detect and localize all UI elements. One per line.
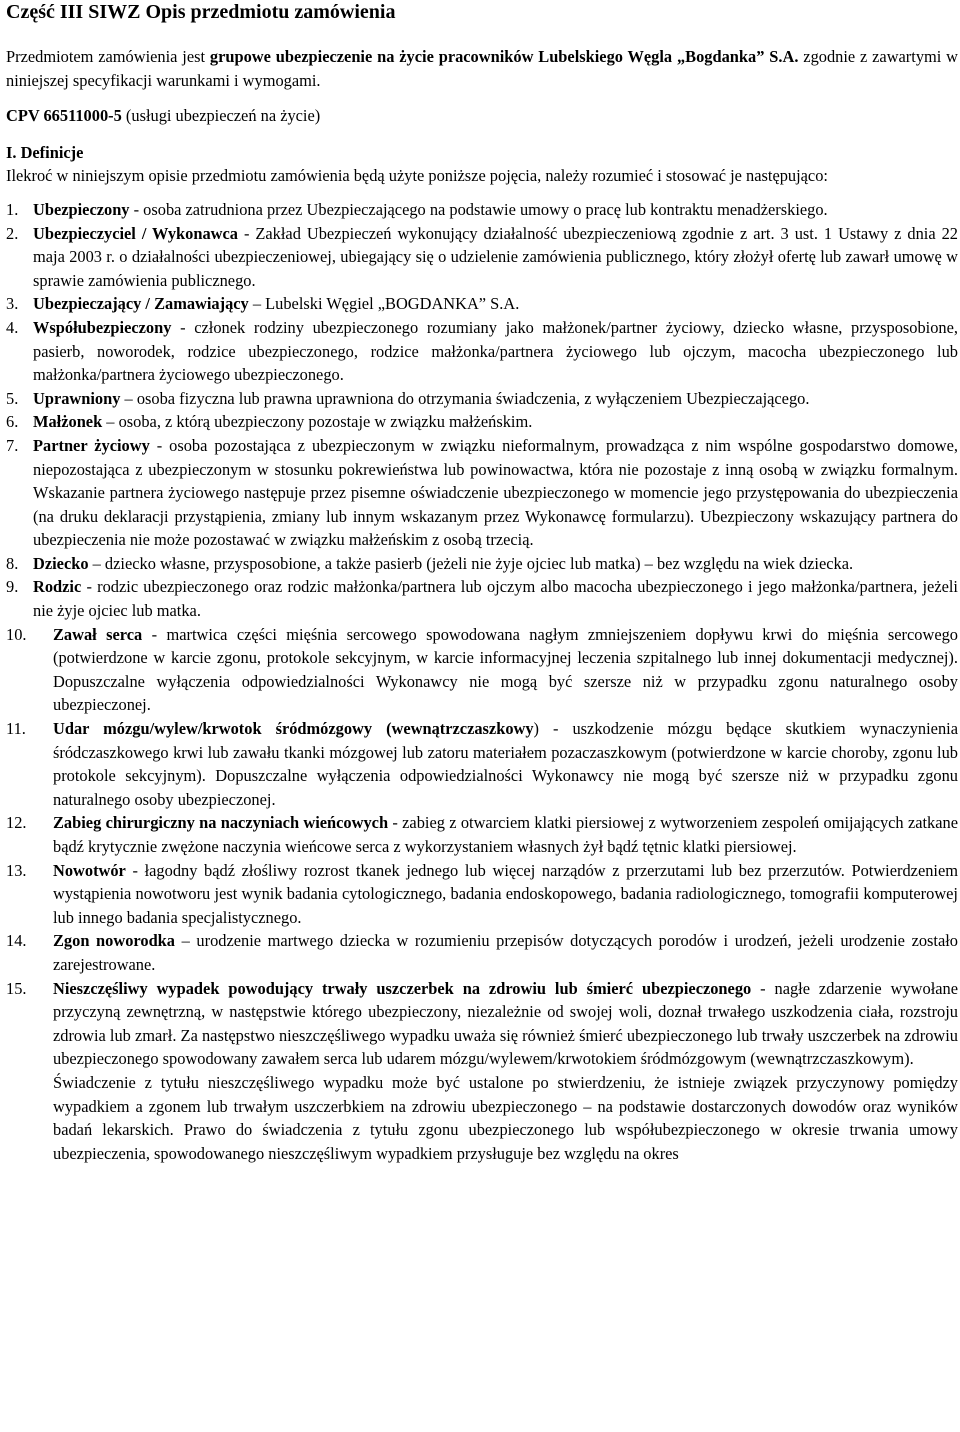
definition-term: Ubezpieczony <box>33 199 130 219</box>
definition-number: 4. <box>6 317 19 337</box>
document-title: Część III SIWZ Opis przedmiotu zamówienia <box>6 1 396 23</box>
intro-subject: grupowe ubezpieczenie na życie pracowników Lubelskiego Węgla „Bogdanka” S.A. <box>209 47 799 66</box>
definition-number: 15. <box>6 978 27 998</box>
definition-term: Ubezpieczający / Zamawiający <box>33 294 249 314</box>
definition-term: Dziecko <box>33 553 89 573</box>
intro-text-before: Przedmiotem zamówienia jest <box>6 47 210 66</box>
definition-term: Partner życiowy <box>33 435 150 455</box>
definition-item <box>6 575 958 622</box>
definition-text: – Lubelski Węgiel „BOGDANKA” S.A. <box>248 294 520 314</box>
cpv-code: CPV 66511000-5 <box>6 106 122 126</box>
definition-term: Małżonek <box>33 412 103 432</box>
definition-text: – urodzenie martwego dziecka w rozumieniu przepisów dotyczących porodów i urodzeń, jeżeli urodzenie zostało zarejestrowane. <box>53 931 958 974</box>
definition-term: Zawał serca <box>53 624 143 644</box>
definitions-lead: Ilekroć w niniejszym opisie przedmiotu zamówienia będą użyte poniższe pojęcia, należy rozumieć i stosować je następująco: <box>6 166 828 186</box>
definition-number: 8. <box>6 553 19 573</box>
definition-number: 2. <box>6 223 19 243</box>
definition-term: Zgon noworodka <box>53 931 175 951</box>
definition-term: Ubezpieczyciel / Wykonawca <box>33 223 238 243</box>
definition-item <box>6 811 958 858</box>
definition-item <box>6 859 958 930</box>
definition-text: - Zakład Ubezpieczeń wykonujący działalność ubezpieczeniową zgodnie z art. 3 ust. 1 Ustawy z dnia 22 maja 2003 r. o działalności ubezpieczeniowej, ubiegający się o udzielenie zamówienia publicznego, który złożył ofertę lub zawarł umowę w sprawie zamówienia publicznego. <box>33 223 958 290</box>
definition-number: 5. <box>6 388 19 408</box>
definition-item <box>6 623 958 717</box>
definition-item <box>6 552 958 576</box>
definition-number: 14. <box>6 931 27 951</box>
definition-item <box>6 434 958 552</box>
cpv-description: (usługi ubezpieczeń na życie) <box>121 106 321 126</box>
section-heading-definitions: I. Definicje <box>6 142 84 162</box>
definition-number: 3. <box>6 294 19 314</box>
definition-item <box>6 717 958 811</box>
definition-text: ) - uszkodzenie mózgu będące skutkiem wynaczynienia śródczaszkowego krwi lub zawału tkanki mózgowej lub zatoru materiałem pozaczaszkowym (potwierdzone w karcie choroby, zgonu lub protokole sekcyjnym). Dopuszczalne wyłączenia odpowiedzialności Wykonawcy nie mogą być szersze niż w przypadku zgonu naturalnego osoby ubezpieczonej. <box>53 719 958 809</box>
definition-text: - rodzic ubezpieczonego oraz rodzic małżonka/partnera lub ojczym albo macocha ubezpieczonego i jego małżonka/partnera, jeżeli nie żyje ojciec lub matka. <box>33 577 958 621</box>
definition-text: – osoba, z którą ubezpieczony pozostaje w związku małżeńskim. <box>102 412 533 432</box>
definition-text: - zabieg z otwarciem klatki piersiowej z wytworzeniem zespoleń omijających zatkane bądź krytycznie zwężone naczynia wieńcowe serca z wykorzystaniem własnych żył bądź tętnic klatki piersiowej. <box>53 813 958 856</box>
definition-text: - osoba pozostająca z ubezpieczonym w związku nieformalnym, prowadząca z nim wspólne gospodarstwo domowe, niepozostająca z ubezpieczonym w stosunku pokrewieństwa lub powinowactwa, która nie pozostaje z inną osobą w związku formalnym. Wskazanie partnera życiowego następuje przez pisemne oświadczenie ubezpieczonego w momencie jego przystępowania do ubezpieczenia (na druku deklaracji przystąpienia, zmiany lub innym wskazanym przez Wykonawcę formularzu). Ubezpieczony wskazujący partnera do ubezpieczenia nie może pozostawać w związku małżeńskim z osobą trzecią. <box>33 435 958 550</box>
definition-term: Udar mózgu/wylew/krwotok śródmózgowy (wewnątrzczaszkowy <box>53 719 534 739</box>
definition-item <box>6 198 958 222</box>
definition-text: - osoba zatrudniona przez Ubezpieczającego na podstawie umowy o pracę lub kontraktu menadżerskiego. <box>129 199 828 219</box>
definition-term: Nieszczęśliwy wypadek powodujący trwały uszczerbek na zdrowiu lub śmierć ubezpieczonego <box>53 978 752 998</box>
definition-text: – osoba fizyczna lub prawna uprawniona do otrzymania świadczenia, z wyłączeniem Ubezpieczającego. <box>120 388 810 408</box>
intro-paragraph <box>6 45 958 92</box>
definition-term: Nowotwór <box>53 860 126 880</box>
definition-term: Rodzic <box>33 577 82 597</box>
definition-item <box>6 977 958 1071</box>
definition-text: - łagodny bądź złośliwy rozrost tkanek jednego lub więcej narządów z przerzutami lub bez przerzutów. Potwierdzeniem wystąpienia nowotworu jest wynik badania cytologicznego, badania endoskopowego, badania radiologicznego, tomografii komputerowej lub innego badania specjalistycznego. <box>53 860 958 927</box>
definition-term: Zabieg chirurgiczny na naczyniach wieńcowych <box>53 813 389 833</box>
definition-number: 13. <box>6 860 27 880</box>
definition-number: 9. <box>6 577 19 597</box>
definition-number: 1. <box>6 199 19 219</box>
definition-term: Współubezpieczony <box>33 317 172 337</box>
definition-text: - członek rodziny ubezpieczonego rozumiany jako małżonek/partner życiowy, dziecko własne, przysposobione, pasierb, noworodek, rodzice ubezpieczonego, rodzice małżonka/partnera życiowego lub ojczym, macocha ubezpieczonego lub małżonka/partnera życiowego ubezpieczonego. <box>33 317 958 385</box>
definition-number: 10. <box>6 624 27 644</box>
definition-text: - nagłe zdarzenie wywołane przyczyną zewnętrzną, w następstwie którego ubezpieczony, niezależnie od swojej woli, doznał trwałego uszkodzenia ciała, rozstroju zdrowia lub zmarł. Za następstwo nieszczęśliwego wypadku uważa się również śmierć ubezpieczonego lub trwały uszczerbek na zdrowiu ubezpieczonego spowodowany zawałem serca lub udarem mózgu/wylewem/krwotokiem śródmózgowym (wewnątrzczaszkowym). <box>53 978 958 1069</box>
accident-benefit-paragraph: Świadczenie z tytułu nieszczęśliwego wypadku może być ustalone po stwierdzeniu, że istnieje związek przyczynowy pomiędzy wypadkiem a zgonem lub trwałym uszczerbkiem na zdrowiu ubezpieczonego – na podstawie dostarczonych dowodów oraz wyników badań lekarskich. Prawo do świadczenia z tytułu zgonu ubezpieczonego lub współubezpieczonego w okresie trwania umowy ubezpieczenia, spowodowanego nieszczęśliwym wypadkiem przysługuje bez względu na okres <box>53 1072 958 1163</box>
definition-item <box>6 222 958 293</box>
definition-item <box>6 929 958 976</box>
definitions-list <box>6 198 958 1071</box>
definition-number: 7. <box>6 435 19 455</box>
definition-text: - martwica części mięśnia sercowego spowodowana nagłym zmniejszeniem dopływu krwi do mięśnia sercowego (potwierdzone w karcie zgonu, protokole sekcyjnym, w karcie informacyjnej leczenia szpitalnego lub innej dokumentacji medycznej). Dopuszczalne wyłączenia odpowiedzialności Wykonawcy nie mogą być szersze niż w przypadku zgonu naturalnego osoby ubezpieczonej. <box>53 624 958 715</box>
definition-number: 11. <box>6 719 26 739</box>
definition-item <box>6 316 958 387</box>
definition-item <box>6 387 958 411</box>
definition-text: – dziecko własne, przysposobione, a także pasierb (jeżeli nie żyje ojciec lub matka) – bez względu na wiek dziecka. <box>88 553 854 573</box>
definition-item <box>6 292 958 316</box>
cpv-line <box>6 104 958 128</box>
definition-number: 6. <box>6 412 19 432</box>
definition-number: 12. <box>6 813 27 833</box>
definition-term: Uprawniony <box>33 388 121 408</box>
intro-text-after: zgodnie z zawartymi w niniejszej specyfikacji warunkami i wymogami. <box>6 47 959 90</box>
definition-item <box>6 410 958 434</box>
